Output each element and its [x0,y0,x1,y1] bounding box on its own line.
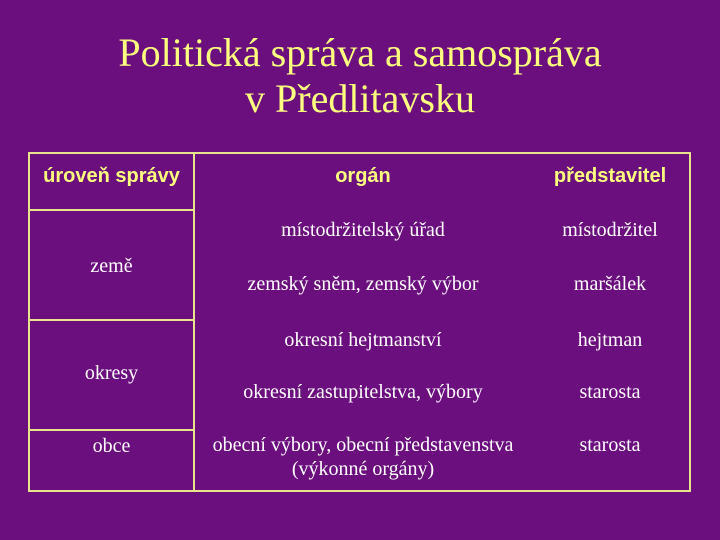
level-divider-zeme-okresy [28,319,195,321]
organ-row-4: okresní zastupitelstva, výbory [243,381,483,403]
level-okresy: okresy [84,362,139,384]
level-divider-okresy-obce [28,429,195,431]
table-border-right [689,152,691,492]
representative-row-3: hejtman [577,329,643,351]
level-zeme: země [90,255,133,277]
organ-row-3: okresní hejtmanství [284,329,442,351]
organ-row-2: zemský sněm, zemský výbor [247,273,479,295]
representative-row-4: starosta [579,381,641,403]
header-level: úroveň správy [43,165,180,187]
slide-title [0,30,720,122]
administration-table [28,152,691,492]
representative-row-1: místodržitel [562,219,658,241]
title-line-1: Politická správa a samospráva [118,30,602,75]
level-obce: obce [92,435,131,457]
table-border-bottom [28,490,691,492]
header-representative: představitel [553,165,667,187]
representative-row-5: starosta [579,434,641,456]
header-divider-left [28,209,195,211]
header-organ: orgán [335,165,391,187]
organ-row-1: místodržitelský úřad [281,219,445,241]
organ-row-5: obecní výbory, obecní představenstva (výkonné orgány) [212,434,514,480]
representative-row-2: maršálek [573,273,647,295]
table-border-top [28,152,691,154]
title-line-2: v Předlitavsku [245,76,475,121]
